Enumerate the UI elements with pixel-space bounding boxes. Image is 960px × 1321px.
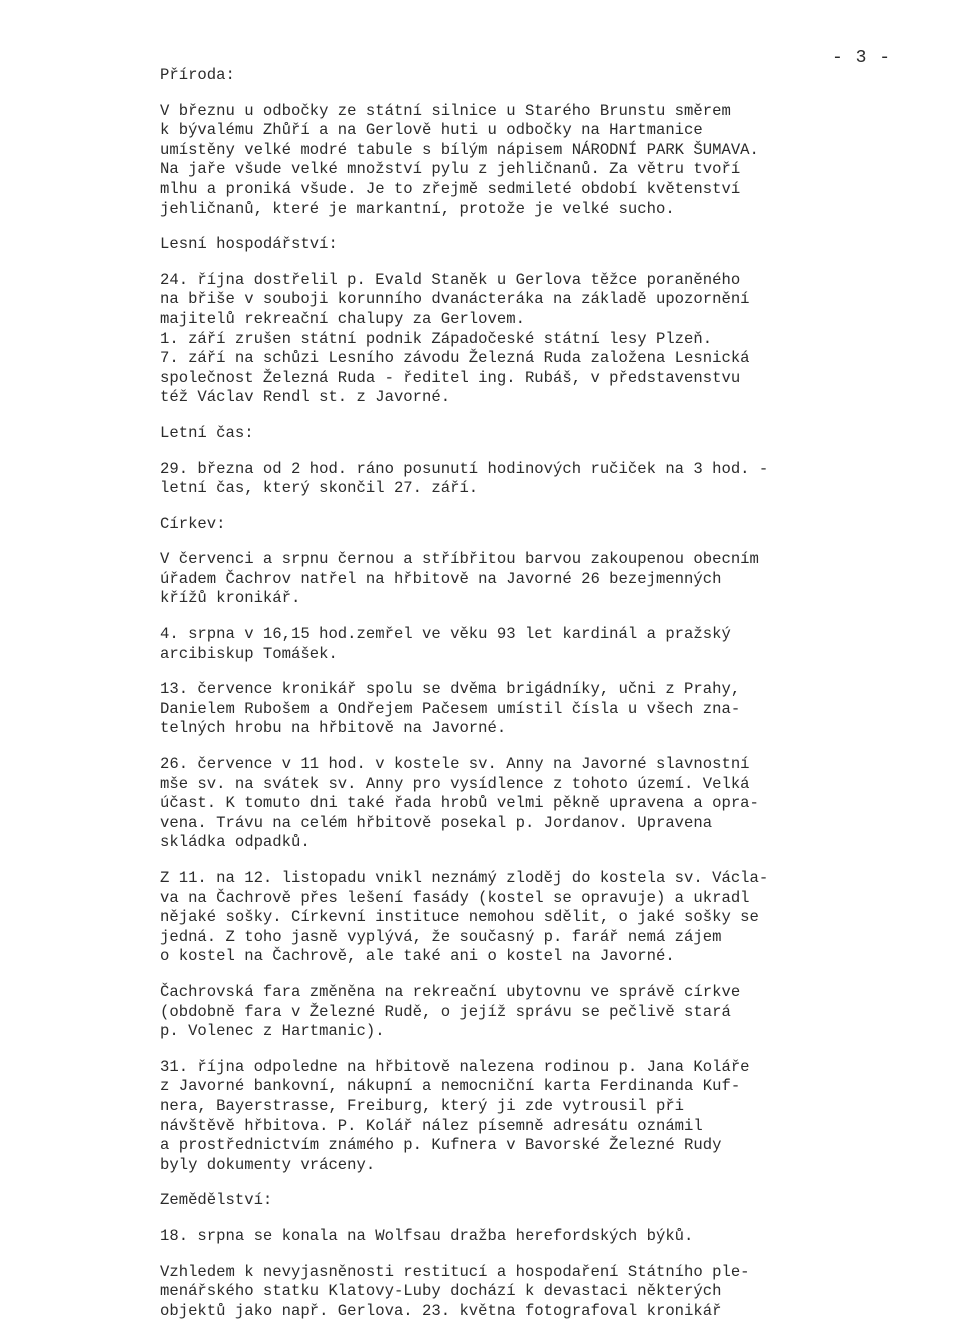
text-line: mše sv. na svátek sv. Anny pro vysídlence z tohoto území. Velká <box>160 774 750 793</box>
text-line: telných hrobu na hřbitově na Javorné. <box>160 719 507 738</box>
paragraph-gap <box>160 967 900 983</box>
text-line: vena. Trávu na celém hřbitově posekal p. Jordanov. Upravena <box>160 813 713 832</box>
paragraph-gap <box>160 255 900 271</box>
text-line: Příroda: <box>160 66 235 84</box>
text-line: Lesní hospodářství: <box>160 235 338 254</box>
text-line: 4. srpna v 16,15 hod.zemřel ve věku 93 let kardinál a pražský <box>160 625 731 644</box>
text-line: Z 11. na 12. listopadu vnikl neznámý zloděj do kostela sv. Václa- <box>160 869 769 887</box>
text-line: byly dokumenty vráceny. <box>160 1155 376 1174</box>
text-line: křížů kronikář. <box>160 589 301 608</box>
text-line: 29. března od 2 hod. ráno posunutí hodinových ručiček na 3 hod. - <box>160 459 769 478</box>
text-line: Vzhledem k nevyjasněnosti restitucí a hospodaření Státního ple- <box>160 1262 750 1281</box>
text-line: 31. října odpoledne na hřbitově nalezena rodinou p. Jana Koláře <box>160 1057 750 1076</box>
text-line: Církev: <box>160 514 226 533</box>
paragraph-gap <box>160 1247 900 1263</box>
text-line: Zemědělství: <box>160 1191 273 1210</box>
text-line: úřadem Čachrov natřel na hřbitově na Javorné 26 bezejmenných <box>160 569 722 588</box>
text-line: majitelů rekreační chalupy za Gerlovem. <box>160 309 525 328</box>
text-line: V červenci a srpnu černou a stříbřitou barvou zakoupenou obecním <box>160 550 759 569</box>
text-line: 18. srpna se konala na Wolfsau dražba herefordských býků. <box>160 1226 694 1245</box>
text-line: a prostřednictvím známého p. Kufnera v Bavorské Železné Rudy <box>160 1136 722 1155</box>
text-line: návštěvě hřbitova. P. Kolář nález písemně adresátu oznámil <box>160 1116 703 1135</box>
text-line: Danielem Rubošem a Ondřejem Pačesem umístil čísla u všech zna- <box>160 699 741 718</box>
text-line: va na Čachrově přes lešení fasády (kostel se opravuje) a ukradl <box>160 888 750 907</box>
text-line: na břiše v souboji korunního dvanácteráka na základě upozornění <box>160 290 750 309</box>
text-line: mlhu a proniká všude. Je to zřejmě sedmileté období květenství <box>160 179 741 198</box>
page-number: - 3 - <box>832 48 892 68</box>
paragraph-gap <box>160 739 900 755</box>
paragraph-gap <box>160 86 900 102</box>
text-line: skládka odpadků. <box>160 833 310 852</box>
text-line: nera, Bayerstrasse, Freiburg, který ji zde vytrousil při <box>160 1096 685 1115</box>
text-line: objektů jako např. Gerlova. 23. května fotografoval kronikář <box>160 1301 722 1320</box>
text-line: V březnu u odbočky ze státní silnice u Starého Brunstu směrem <box>160 101 731 120</box>
text-line: umístěny velké modré tabule s bílým nápisem NÁRODNÍ PARK ŠUMAVA. <box>160 140 759 159</box>
text-line: menářského statku Klatovy-Luby dochází k devastaci některých <box>160 1282 722 1301</box>
text-line: jehličnanů, které je markantní, protože je velké sucho. <box>160 199 675 218</box>
document-body <box>160 66 900 1321</box>
paragraph-gap <box>160 664 900 680</box>
text-line: 7. září na schůzi Lesního závodu Železná Ruda založena Lesnická <box>160 349 750 368</box>
text-line: 24. října dostřelil p. Evald Staněk u Gerlova těžce poraněného <box>160 270 741 289</box>
paragraph-gap <box>160 1175 900 1191</box>
text-line: Čachrovská fara změněna na rekreační ubytovnu ve správě církve <box>160 982 741 1001</box>
text-line: též Václav Rendl st. z Javorné. <box>160 388 451 407</box>
paragraph-gap <box>160 219 900 235</box>
text-line: Letní čas: <box>160 423 254 442</box>
text-line: účast. K tomuto dni také řada hrobů velmi pěkně upravena a opra- <box>160 794 759 813</box>
text-line: nějaké sošky. Církevní instituce nemohou sdělit, o jaké sošky se <box>160 908 759 927</box>
paragraph-gap <box>160 408 900 424</box>
paragraph-gap <box>160 1042 900 1058</box>
text-line: o kostel na Čachrově, ale také ani o kostel na Javorné. <box>160 947 675 966</box>
text-line: 26. července v 11 hod. v kostele sv. Anny na Javorné slavnostní <box>160 755 750 774</box>
paragraph-gap <box>160 499 900 515</box>
paragraph-gap <box>160 1211 900 1227</box>
text-line: p. Volenec z Hartmanic). <box>160 1022 385 1041</box>
text-line: jedná. Z toho jasně vyplývá, že současný p. farář nemá zájem <box>160 927 722 946</box>
paragraph-gap <box>160 609 900 625</box>
paragraph-gap <box>160 853 900 869</box>
text-line: 13. července kronikář spolu se dvěma brigádníky, učni z Prahy, <box>160 680 741 699</box>
text-line: 1. září zrušen státní podnik Západočeské státní lesy Plzeň. <box>160 329 713 348</box>
text-line: z Javorné bankovní, nákupní a nemocniční karta Ferdinanda Kuf- <box>160 1077 741 1096</box>
text-line: Na jaře všude velké množství pylu z jehličnanů. Za větru tvoří <box>160 160 741 179</box>
paragraph-gap <box>160 444 900 460</box>
text-line: (obdobně fara v Železné Rudě, o jejíž správu se pečlivě stará <box>160 1002 731 1021</box>
text-line: společnost Železná Ruda - ředitel ing. Rubáš, v představenstvu <box>160 368 741 387</box>
text-line: letní čas, který skončil 27. září. <box>160 479 479 498</box>
paragraph-gap <box>160 534 900 550</box>
text-line: k bývalému Zhůří a na Gerlově huti u odbočky na Hartmanice <box>160 121 703 140</box>
text-line: arcibiskup Tomášek. <box>160 644 338 663</box>
